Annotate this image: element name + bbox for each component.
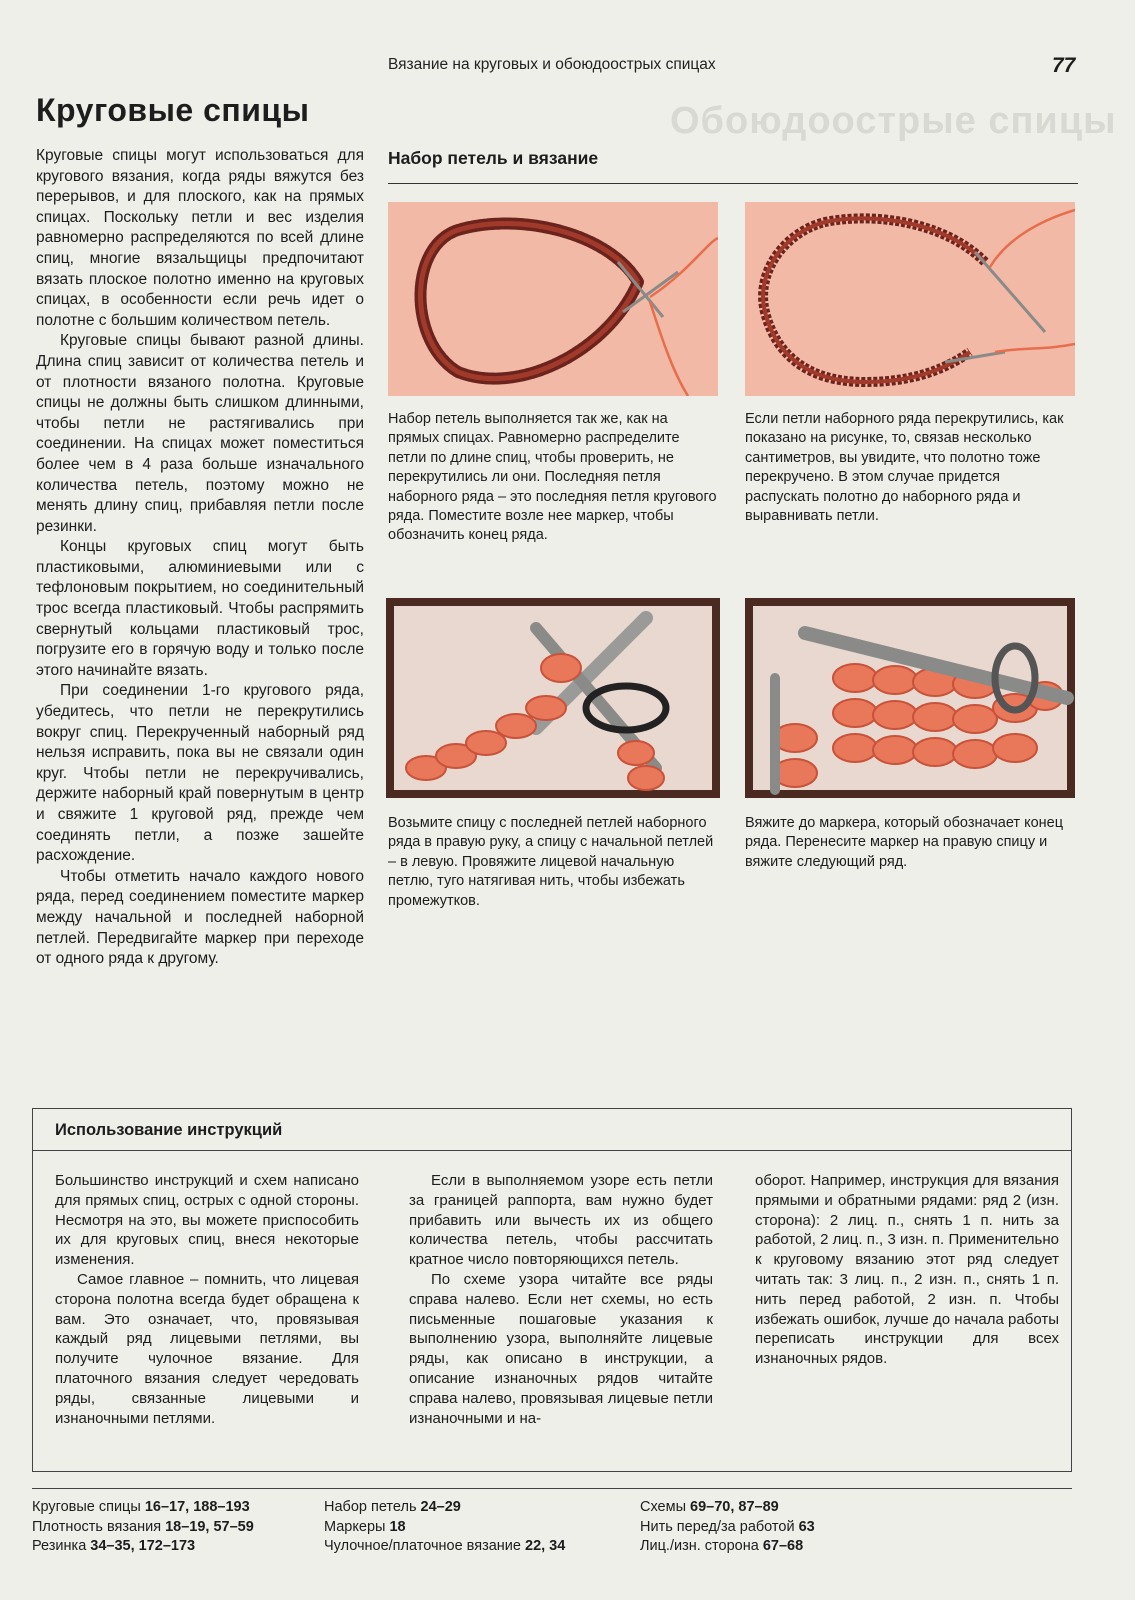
section-divider	[388, 183, 1078, 184]
index-term: Лиц./изн. сторона	[640, 1538, 759, 1554]
body-paragraph: При соединении 1-го кругового ряда, убедитесь, что петли не перекрутились вокруг спиц. Перекрученный наборный ряд нельзя исправить, пока вы не связали один круг. Чтобы петли не перекручивались, держите наборный край повернутым в центр и свяжите 1 круговой ряд, прежде чем соединять петли, а позже зашейте расхождение.	[36, 682, 364, 865]
instructions-column-1	[55, 1171, 359, 1428]
index-entry	[324, 1518, 565, 1538]
index-term: Маркеры	[324, 1518, 386, 1535]
body-paragraph: Круговые спицы могут использоваться для кругового вязания, когда ряды вяжутся без перерывов, и для плоского, как на прямых спицах. Поскольку петли и вес изделия равномерно распределяются по всей длине спиц, многие вязальщицы предпочитают вязать плоское полотно именно на круговых спицах, в особенности если речь идет о полотне с большим количеством петель.	[36, 147, 364, 329]
page-number: 77	[1052, 54, 1076, 77]
index-divider	[32, 1488, 1072, 1489]
instructions-header	[33, 1109, 1071, 1151]
index-term: Плотность вязания	[32, 1518, 162, 1535]
instructions-paragraph: Если в выполняемом узоре есть петли за границей раппорта, вам нужно будет прибавить или вычесть их из общего количества петель, чтобы рассчитать кратное число повторяющихся петель.	[409, 1172, 713, 1269]
twisted-loop-drawing	[745, 202, 1075, 396]
instructions-box	[32, 1108, 1072, 1472]
knit-to-marker-drawing	[745, 598, 1075, 798]
index-pages: 22, 34	[525, 1538, 566, 1554]
body-paragraph: Круговые спицы бывают разной длины. Длина спиц зависит от количества петель и от плотности вязаного полотна. Круговые спицы не должны быть слишком длинными, чтобы петли не растягивались при соединении. На спицах может поместиться более чем в 4 раза больше изначального количества петель, поэтому можно не менять длину спиц, прибавляя петли после резинки.	[36, 332, 364, 535]
instructions-paragraph: Самое главное – помнить, что лицевая сторона полотна всегда будет обращена к вам. Это означает, что, провязывая каждый ряд лицевыми петлями, вы получите чулочное вязание. Для платочного вязания следует чередовать ряды, связанные лицевыми и изнаночными петлями.	[55, 1270, 359, 1427]
index-entry	[324, 1498, 565, 1518]
index-term: Схемы	[640, 1499, 687, 1515]
index-entry	[32, 1537, 254, 1557]
caption-joining: Возьмите спицу с последней петлей наборного ряда в правую руку, а спицу с начальной петлей – в левую. Провяжите лицевой начальную петлю, туго натягивая нить, чтобы избежать промежутков.	[388, 815, 714, 909]
index-term: Нить перед/за работой	[640, 1518, 795, 1535]
instructions-paragraph: Большинство инструкций и схем написано для прямых спиц, острых с одной стороны. Несмотря на это, вы можете приспособить их для круговых спиц, внеся некоторые изменения.	[55, 1172, 359, 1269]
illustration-cast-on-loop	[388, 202, 718, 396]
instructions-paragraph: оборот. Например, инструкция для вязания прямыми и обратными рядами: ряд 2 (изн. сторона): 2 лиц. п., снять 1 п. нить за работой, 2 лиц. п., 3 изн. п. Применительно к круговому вязанию этот ряд следует читать так: 3 лиц. п., 2 изн. п., снять 1 п. нить перед работой, 2 изн. п. Чтобы избежать ошибок, лучше до начала работы переписать инструкции для всех изнаночных рядов.	[755, 1172, 1059, 1368]
index-term: Круговые спицы	[32, 1499, 141, 1515]
index-pages: 63	[798, 1518, 815, 1535]
index-term: Чулочное/платочное вязание	[324, 1538, 521, 1554]
instructions-title: Использование инструкций	[55, 1121, 283, 1139]
index-term: Резинка	[32, 1538, 87, 1554]
index-column-2	[324, 1498, 565, 1557]
running-header: Вязание на круговых и обоюдоострых спицах	[388, 56, 716, 73]
instructions-column-2	[409, 1171, 713, 1428]
instructions-column-3	[755, 1171, 1059, 1369]
index-pages: 67–68	[762, 1538, 804, 1554]
body-paragraph: Чтобы отметить начало каждого нового ряда, перед соединением поместите маркер между начальной и последней наборной петлей. Передвигайте маркер при переходе от одного ряда к другому.	[36, 867, 364, 968]
instructions-paragraph: По схеме узора читайте все ряды справа налево. Если нет схемы, но есть письменные пошаговые указания к выполнению узора, выполняйте лицевые ряды, как описано в инструкции, а описание изнаночных рядов читайте справа налево, провязывая лицевые петли изнаночными и на-	[409, 1270, 713, 1427]
cast-on-loop-drawing	[388, 202, 718, 396]
index-term: Набор петель	[324, 1499, 417, 1515]
illustration-knit-to-marker	[745, 598, 1075, 798]
index-column-3	[640, 1498, 815, 1557]
caption-cast-on: Набор петель выполняется так же, как на прямых спицах. Равномерно распределите петли по длине спиц, чтобы проверить, не перекрутились ли они. Последняя петля наборного ряда – это последняя петля кругового ряда. Поместите возле нее маркер, чтобы обозначить конец ряда.	[388, 411, 717, 544]
page-title: Круговые спицы	[36, 92, 310, 128]
index-pages: 69–70, 87–89	[690, 1499, 779, 1515]
index-pages: 18–19, 57–59	[165, 1518, 254, 1535]
index-pages: 18	[389, 1518, 406, 1535]
illustration-twisted-cast-on	[745, 202, 1075, 396]
illustration-joining-round	[386, 598, 720, 798]
index-entry	[324, 1537, 565, 1557]
caption-twisted: Если петли наборного ряда перекрутились, как показано на рисунке, то, связав несколько сантиметров, вы увидите, что полотно тоже перекручено. В этом случае придется распускать полотно до наборного ряда и выравнивать петли.	[745, 411, 1064, 525]
index-entry	[640, 1537, 815, 1557]
ghost-facing-page-title: Обоюдоострые спицы	[670, 100, 1117, 142]
body-paragraph: Концы круговых спиц могут быть пластиковыми, алюминиевыми или с тефлоновым покрытием, но соединительный трос всегда пластиковый. Чтобы распрямить свернутый кольцами пластиковый трос, погрузите его в горячую воду и только после этого начинайте вязать.	[36, 538, 364, 679]
index-entry	[32, 1498, 254, 1518]
index-pages: 16–17, 188–193	[144, 1499, 250, 1515]
body-text	[36, 146, 364, 970]
index-pages: 34–35, 172–173	[90, 1538, 196, 1554]
joining-round-drawing	[386, 598, 720, 798]
index-pages: 24–29	[420, 1499, 461, 1515]
section-heading: Набор петель и вязание	[388, 148, 599, 168]
index-entry	[640, 1498, 815, 1518]
index-column-1	[32, 1498, 254, 1557]
index-entry	[32, 1518, 254, 1538]
index-entry	[640, 1518, 815, 1538]
caption-knit-to-marker: Вяжите до маркера, который обозначает конец ряда. Перенесите маркер на правую спицу и вяжите следующий ряд.	[745, 815, 1064, 870]
